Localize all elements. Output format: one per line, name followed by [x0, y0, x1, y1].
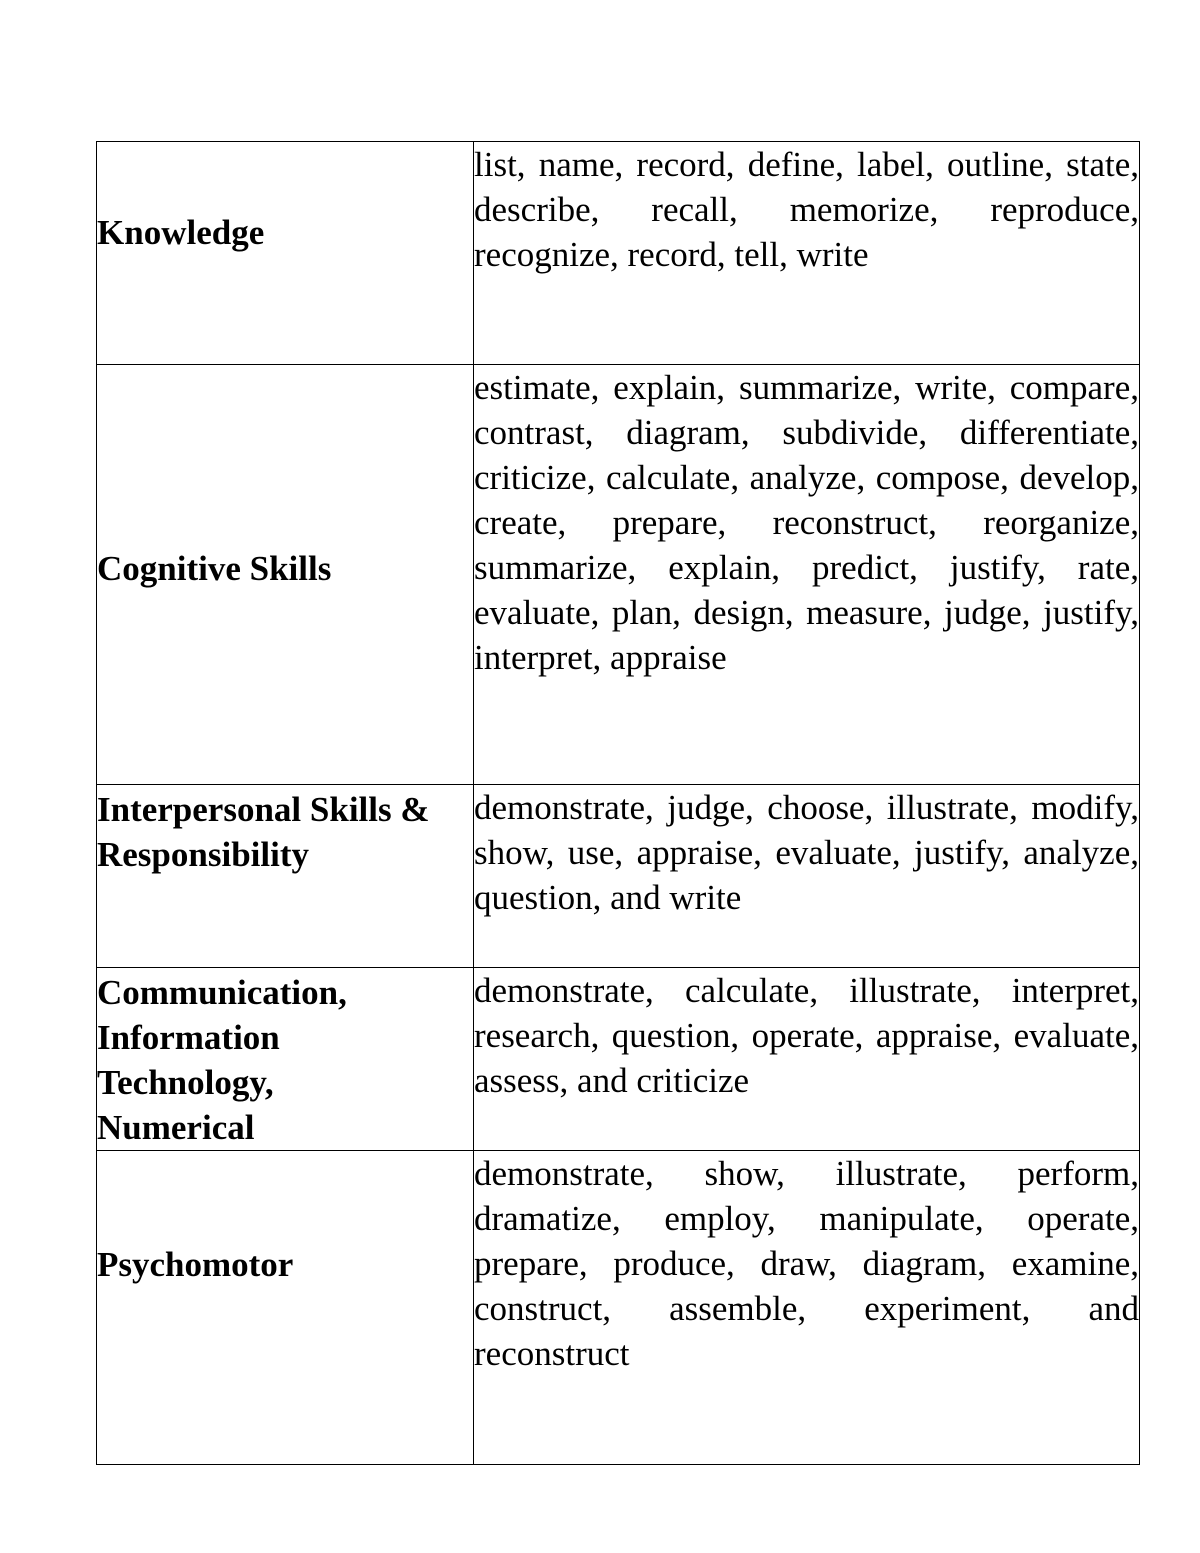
verbs-text: demonstrate, calculate, illustrate, interpret, research, question, operate, appraise, evaluate, assess, and criticize: [474, 971, 1139, 1100]
verbs-cell: [474, 1151, 1140, 1465]
verbs-cell: [474, 785, 1140, 968]
learning-outcomes-table: [96, 141, 1140, 1465]
category-label: Interpersonal Skills & Responsibility: [97, 790, 430, 874]
category-cell: [97, 142, 474, 365]
verbs-text: demonstrate, show, illustrate, perform, dramatize, employ, manipulate, operate, prepare, produce, draw, diagram, examine, construct, assemble, experiment, and reconstruct: [474, 1154, 1139, 1373]
category-label: Psychomotor: [97, 1245, 294, 1284]
table-row: [97, 785, 1140, 968]
verbs-cell: [474, 142, 1140, 365]
category-cell: [97, 365, 474, 785]
table-row: [97, 365, 1140, 785]
category-label: Knowledge: [97, 212, 265, 252]
category-cell: [97, 785, 474, 968]
category-cell: [97, 968, 474, 1151]
verbs-cell: [474, 968, 1140, 1151]
verbs-cell: [474, 365, 1140, 785]
table-row: [97, 1151, 1140, 1465]
verbs-text: demonstrate, judge, choose, illustrate, modify, show, use, appraise, evaluate, justify, analyze, question, and write: [474, 788, 1139, 917]
category-label: Cognitive Skills: [97, 549, 332, 588]
table-row: [97, 142, 1140, 365]
verbs-text: estimate, explain, summarize, write, compare, contrast, diagram, subdivide, differentiate, criticize, calculate, analyze, compose, develop, create, prepare, reconstruct, reorganize, summarize, explain, predict, justify, rate, evaluate, plan, design, measure, judge, justify, interpret, appraise: [474, 368, 1139, 677]
table-row: [97, 968, 1140, 1151]
category-label: Communication, Information Technology, Numerical: [97, 973, 347, 1147]
verbs-text: list, name, record, define, label, outline, state, describe, recall, memorize, reproduce, recognize, record, tell, write: [474, 145, 1139, 274]
category-cell: [97, 1151, 474, 1465]
